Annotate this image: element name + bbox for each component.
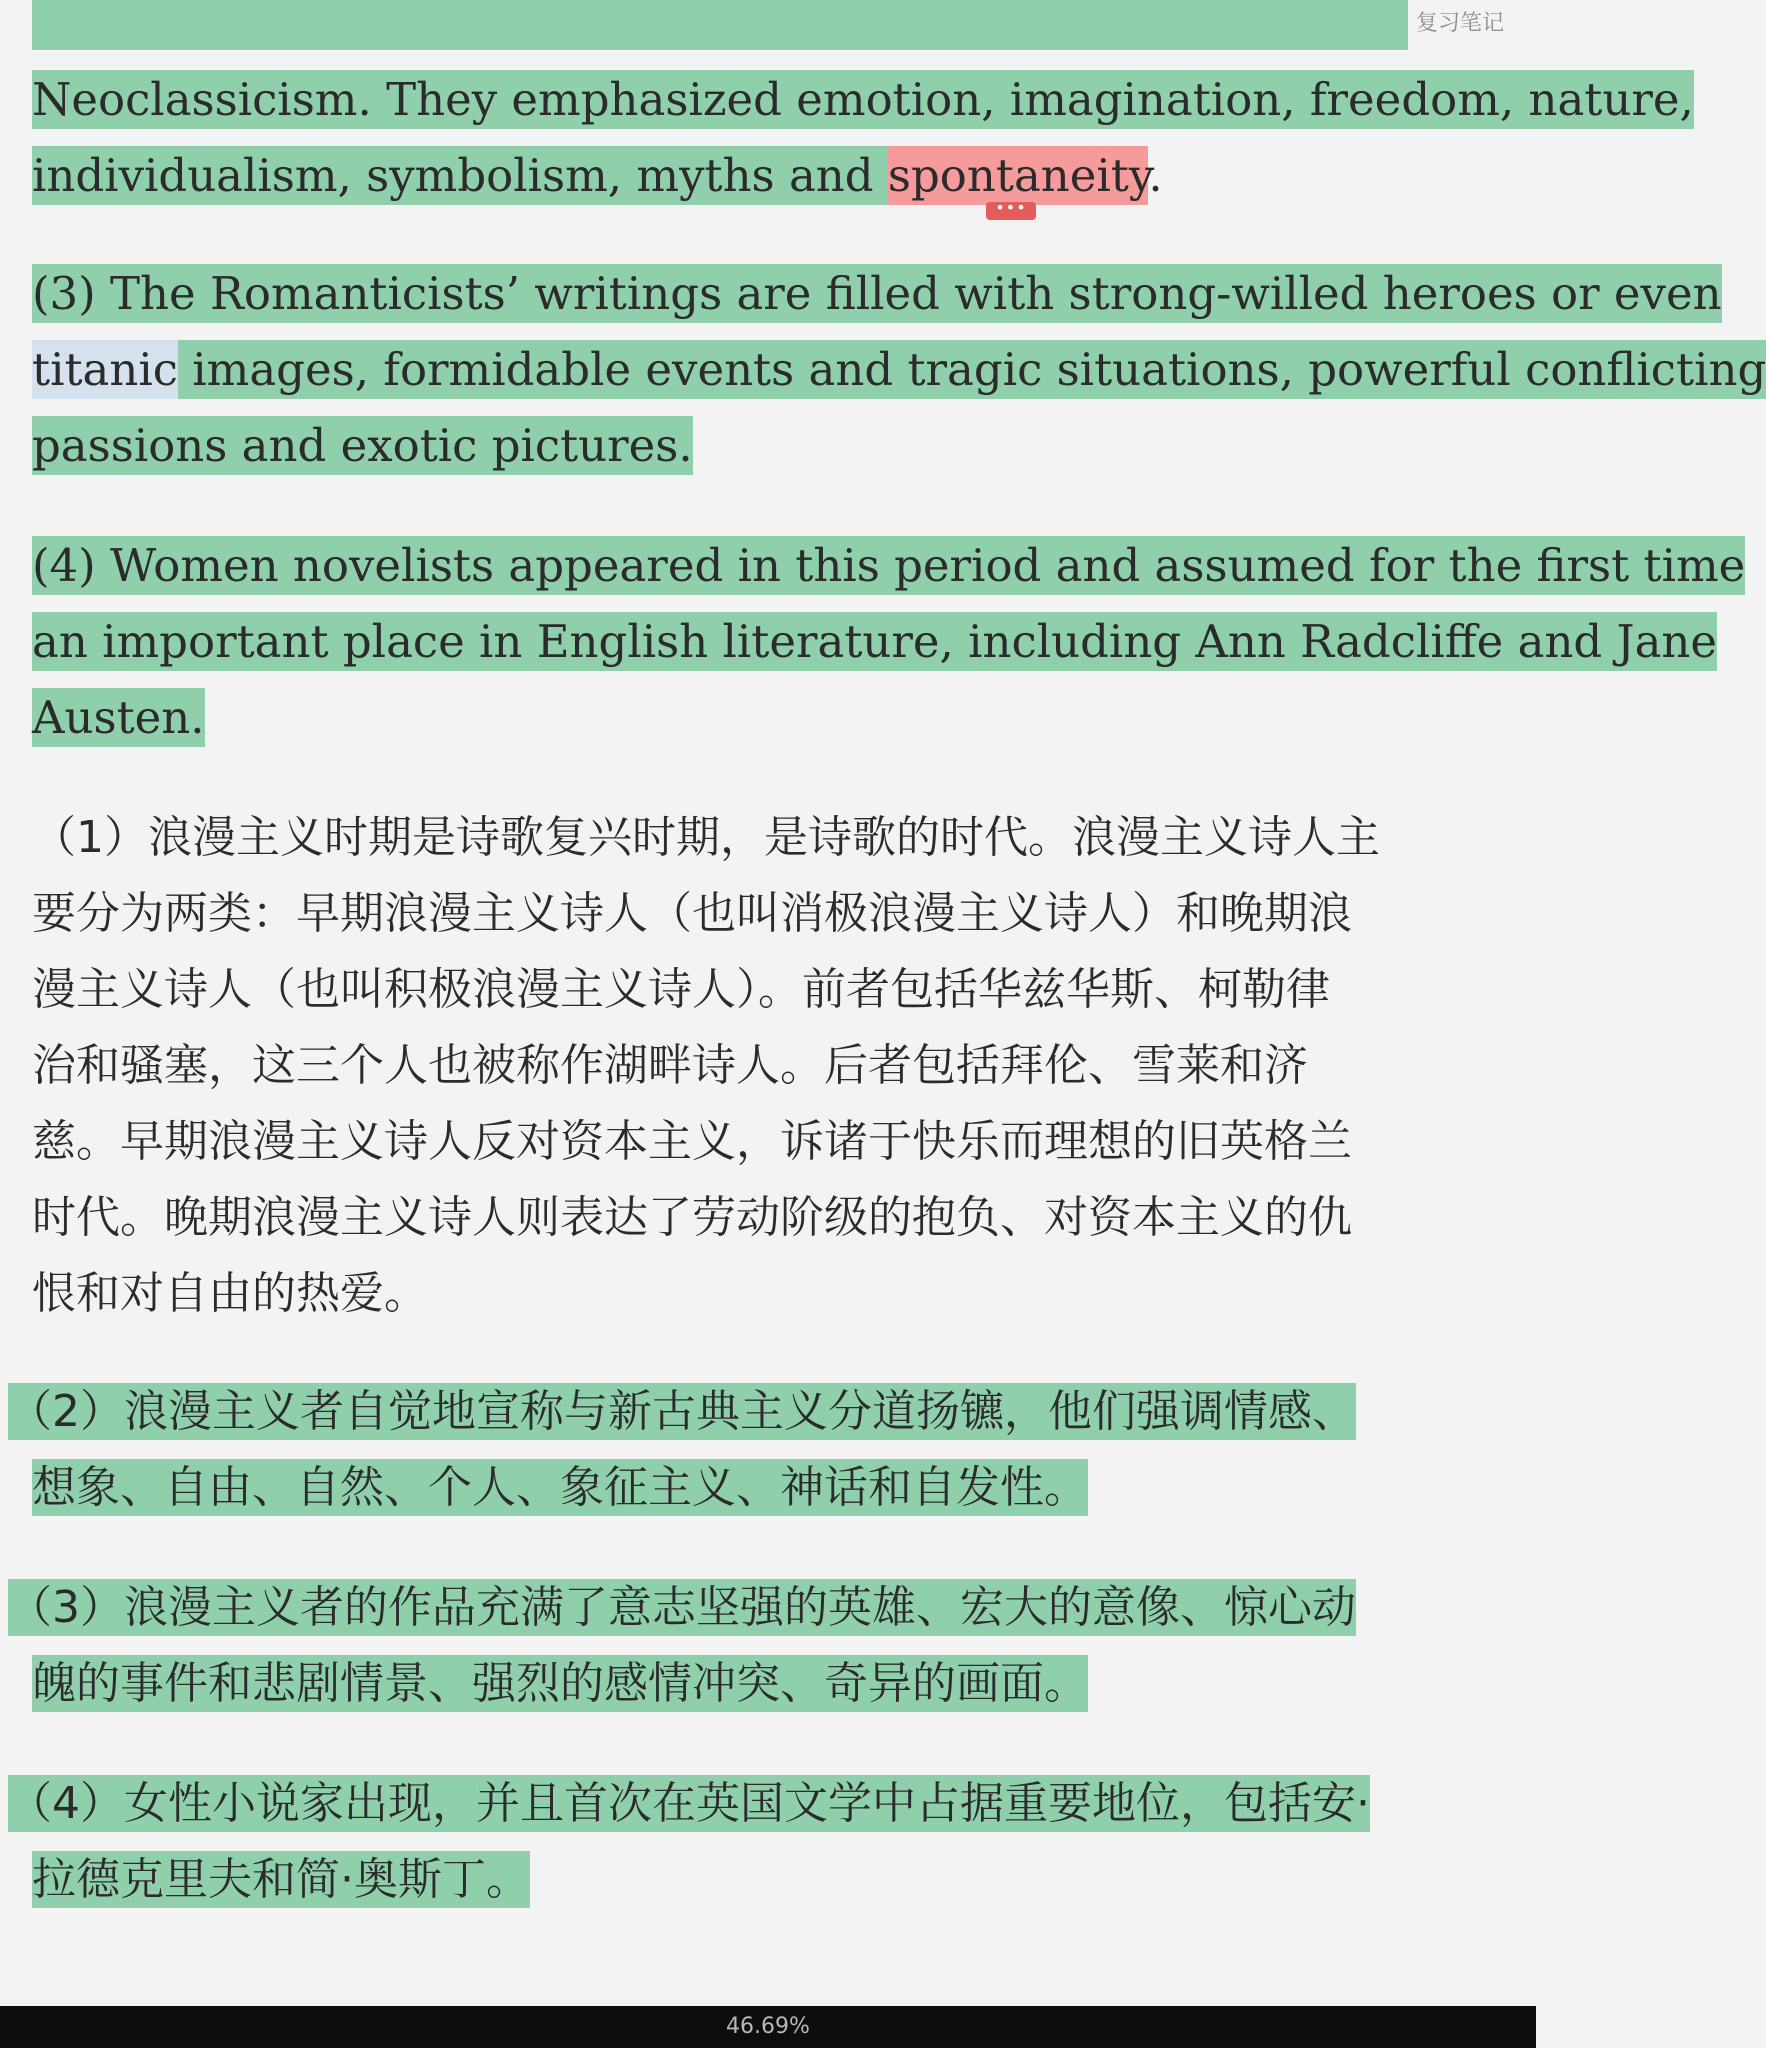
text-line[interactable] bbox=[32, 1450, 1088, 1526]
highlighted-text[interactable]: （4）女性小说家出现，并且首次在英国文学中占据重要地位，包括安· bbox=[8, 1775, 1370, 1832]
highlighted-text[interactable]: 拉德克里夫和简·奥斯丁。 bbox=[32, 1851, 530, 1908]
text-line[interactable] bbox=[8, 1374, 1356, 1450]
highlighted-text[interactable]: (3) The Romanticists’ writings are filled with strong-willed heroes or even bbox=[32, 264, 1722, 323]
note-highlight-word[interactable]: spontaneity bbox=[888, 146, 1148, 205]
text-line[interactable]: 要分为两类：早期浪漫主义诗人（也叫消极浪漫主义诗人）和晚期浪 bbox=[32, 888, 1352, 939]
trailing-period: . bbox=[1148, 149, 1163, 202]
text-line[interactable]: 时代。晚期浪漫主义诗人则表达了劳动阶级的抱负、对资本主义的仇 bbox=[32, 1192, 1352, 1243]
text-line[interactable]: 恨和对自由的热爱。 bbox=[32, 1268, 428, 1319]
highlighted-text[interactable]: 想象、自由、自然、个人、象征主义、神话和自发性。 bbox=[32, 1459, 1088, 1516]
text-line[interactable] bbox=[32, 680, 205, 756]
progress-percentage: 46.69% bbox=[726, 2014, 810, 2039]
selected-word[interactable]: titanic bbox=[32, 340, 178, 399]
text-line[interactable] bbox=[32, 528, 1745, 604]
highlighted-text[interactable]: 魄的事件和悲剧情景、强烈的感情冲突、奇异的画面。 bbox=[32, 1655, 1088, 1712]
text-line[interactable] bbox=[32, 604, 1717, 680]
highlighted-text[interactable]: (4) Women novelists appeared in this period and assumed for the first time bbox=[32, 536, 1745, 595]
text-line[interactable] bbox=[32, 1842, 530, 1918]
highlighted-text[interactable]: （2）浪漫主义者自觉地宣称与新古典主义分道扬镳，他们强调情感、 bbox=[8, 1383, 1356, 1440]
highlighted-text[interactable]: images, formidable events and tragic situations, powerful conflicting bbox=[178, 340, 1766, 399]
text-line[interactable] bbox=[32, 62, 1694, 138]
highlighted-text[interactable]: Neoclassicism. They emphasized emotion, imagination, freedom, nature, bbox=[32, 70, 1694, 129]
text-line[interactable]: 漫主义诗人（也叫积极浪漫主义诗人）。前者包括华兹华斯、柯勒律 bbox=[32, 964, 1330, 1015]
highlighted-text[interactable]: individualism, symbolism, myths and bbox=[32, 146, 888, 205]
highlighted-text[interactable]: passions and exotic pictures. bbox=[32, 416, 693, 475]
text-line[interactable] bbox=[32, 1646, 1088, 1722]
text-line[interactable] bbox=[8, 1766, 1370, 1842]
text-line[interactable] bbox=[32, 332, 1766, 408]
text-line[interactable]: （1）浪漫主义时期是诗歌复兴时期，是诗歌的时代。浪漫主义诗人主 bbox=[32, 812, 1380, 863]
text-line[interactable] bbox=[32, 256, 1722, 332]
text-line[interactable]: 慈。早期浪漫主义诗人反对资本主义，诉诸于快乐而理想的旧英格兰 bbox=[32, 1116, 1352, 1167]
text-line[interactable] bbox=[32, 408, 693, 484]
highlighted-text[interactable]: （3）浪漫主义者的作品充满了意志坚强的英雄、宏大的意像、惊心动 bbox=[8, 1579, 1356, 1636]
section-title: 复习笔记 bbox=[1415, 11, 1504, 36]
text-line[interactable]: 治和骚塞，这三个人也被称作湖畔诗人。后者包括拜伦、雪莱和济 bbox=[32, 1040, 1308, 1091]
highlighted-text[interactable]: Austen. bbox=[32, 688, 205, 747]
highlight-cut-off-line bbox=[32, 0, 1408, 50]
reading-progress-bar bbox=[0, 2006, 1536, 2048]
note-marker-icon[interactable]: ••• bbox=[986, 202, 1036, 220]
highlighted-text[interactable]: an important place in English literature, including Ann Radcliffe and Jane bbox=[32, 612, 1717, 671]
text-line[interactable] bbox=[8, 1570, 1356, 1646]
